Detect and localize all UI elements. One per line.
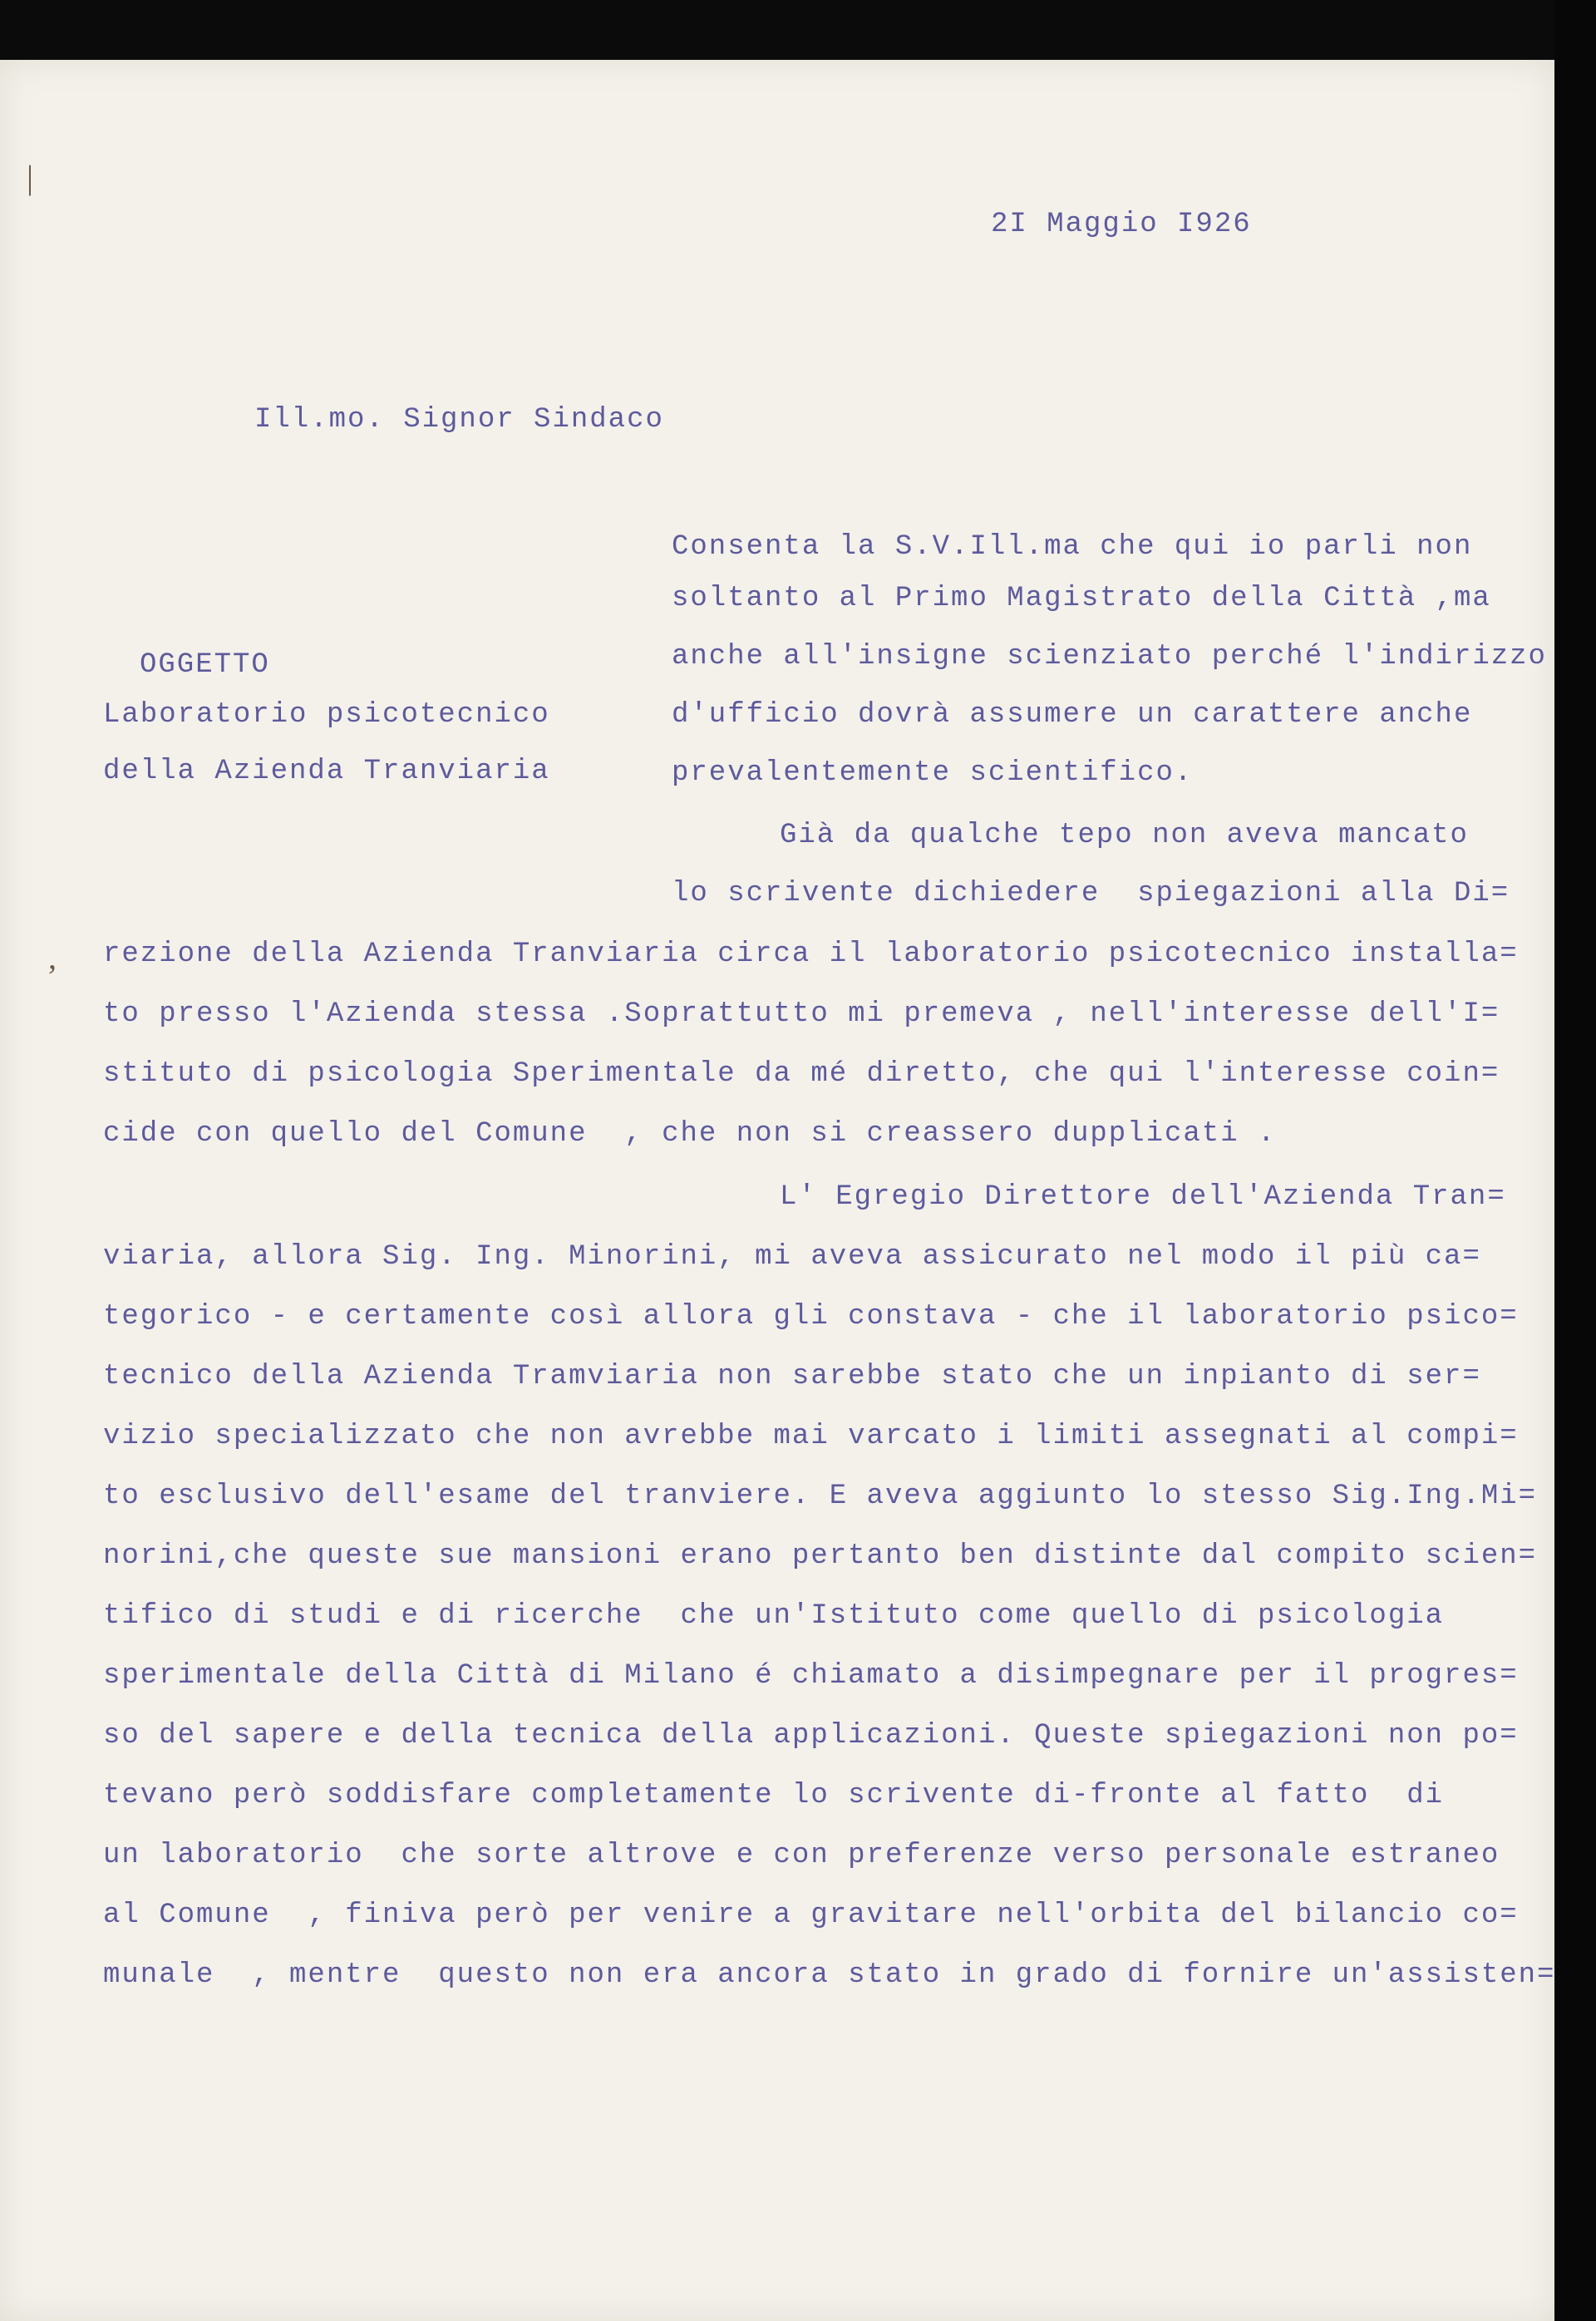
body-line: munale , mentre questo non era ancora stato in grado di fornire un'assisten=	[103, 1959, 1556, 1991]
body-line: al Comune , finiva però per venire a gravitare nell'orbita del bilancio co=	[103, 1900, 1519, 1931]
margin-mark: |	[27, 159, 34, 196]
subject-heading: OGGETTO	[140, 649, 270, 681]
subject-line: della Azienda Tranviaria	[103, 756, 550, 787]
body-line: tevano però soddisfare completamente lo scrivente di-fronte al fatto di	[103, 1780, 1445, 1811]
subject-line: Laboratorio psicotecnico	[103, 699, 550, 731]
body-line: cide con quello del Comune , che non si creassero dupplicati .	[103, 1118, 1277, 1150]
body-line: Consenta la S.V.Ill.ma che qui io parli non	[672, 531, 1473, 563]
body-line: to presso l'Azienda stessa .Soprattutto mi premeva , nell'interesse dell'I=	[103, 998, 1500, 1030]
body-line: rezione della Azienda Tranviaria circa il laboratorio psicotecnico installa=	[103, 939, 1519, 970]
body-line: stituto di psicologia Sperimentale da mé diretto, che qui l'interesse coin=	[103, 1058, 1500, 1090]
body-line: so del sapere e della tecnica della applicazioni. Queste spiegazioni non po=	[103, 1720, 1519, 1752]
body-line: anche all'insigne scienziato perché l'indirizzo	[672, 641, 1547, 673]
body-line: d'ufficio dovrà assumere un carattere anche	[672, 699, 1473, 731]
body-line: sperimentale della Città di Milano é chiamato a disimpegnare per il progres=	[103, 1660, 1519, 1692]
body-line: vizio specializzato che non avrebbe mai varcato i limiti assegnati al compi=	[103, 1421, 1519, 1452]
body-line: norini,che queste sue mansioni erano pertanto ben distinte dal compito scien=	[103, 1540, 1538, 1572]
margin-mark: ,	[48, 939, 57, 976]
body-line: lo scrivente dichiedere spiegazioni alla Di=	[672, 878, 1510, 909]
body-line: L' Egregio Direttore dell'Azienda Tran=	[780, 1181, 1506, 1213]
scan-border	[1554, 0, 1596, 2321]
body-line: to esclusivo dell'esame del tranviere. E aveva aggiunto lo stesso Sig.Ing.Mi=	[103, 1481, 1538, 1512]
body-line: tifico di studi e di ricerche che un'Istituto come quello di psicologia	[103, 1600, 1445, 1632]
body-line: prevalentemente scientifico.	[672, 757, 1194, 789]
body-line: un laboratorio che sorte altrove e con preferenze verso personale estraneo	[103, 1840, 1500, 1871]
body-line: tegorico - e certamente così allora gli constava - che il laboratorio psico=	[103, 1301, 1519, 1333]
salutation: Ill.mo. Signor Sindaco	[254, 404, 664, 436]
body-line: tecnico della Azienda Tramviaria non sarebbe stato che un inpianto di ser=	[103, 1361, 1481, 1392]
body-line: Già da qualche tepo non aveva mancato	[780, 820, 1469, 851]
body-line: soltanto al Primo Magistrato della Città ,ma	[672, 583, 1491, 614]
body-line: viaria, allora Sig. Ing. Minorini, mi aveva assicurato nel modo il più ca=	[103, 1241, 1481, 1273]
letter-date: 2I Maggio I926	[991, 209, 1252, 240]
